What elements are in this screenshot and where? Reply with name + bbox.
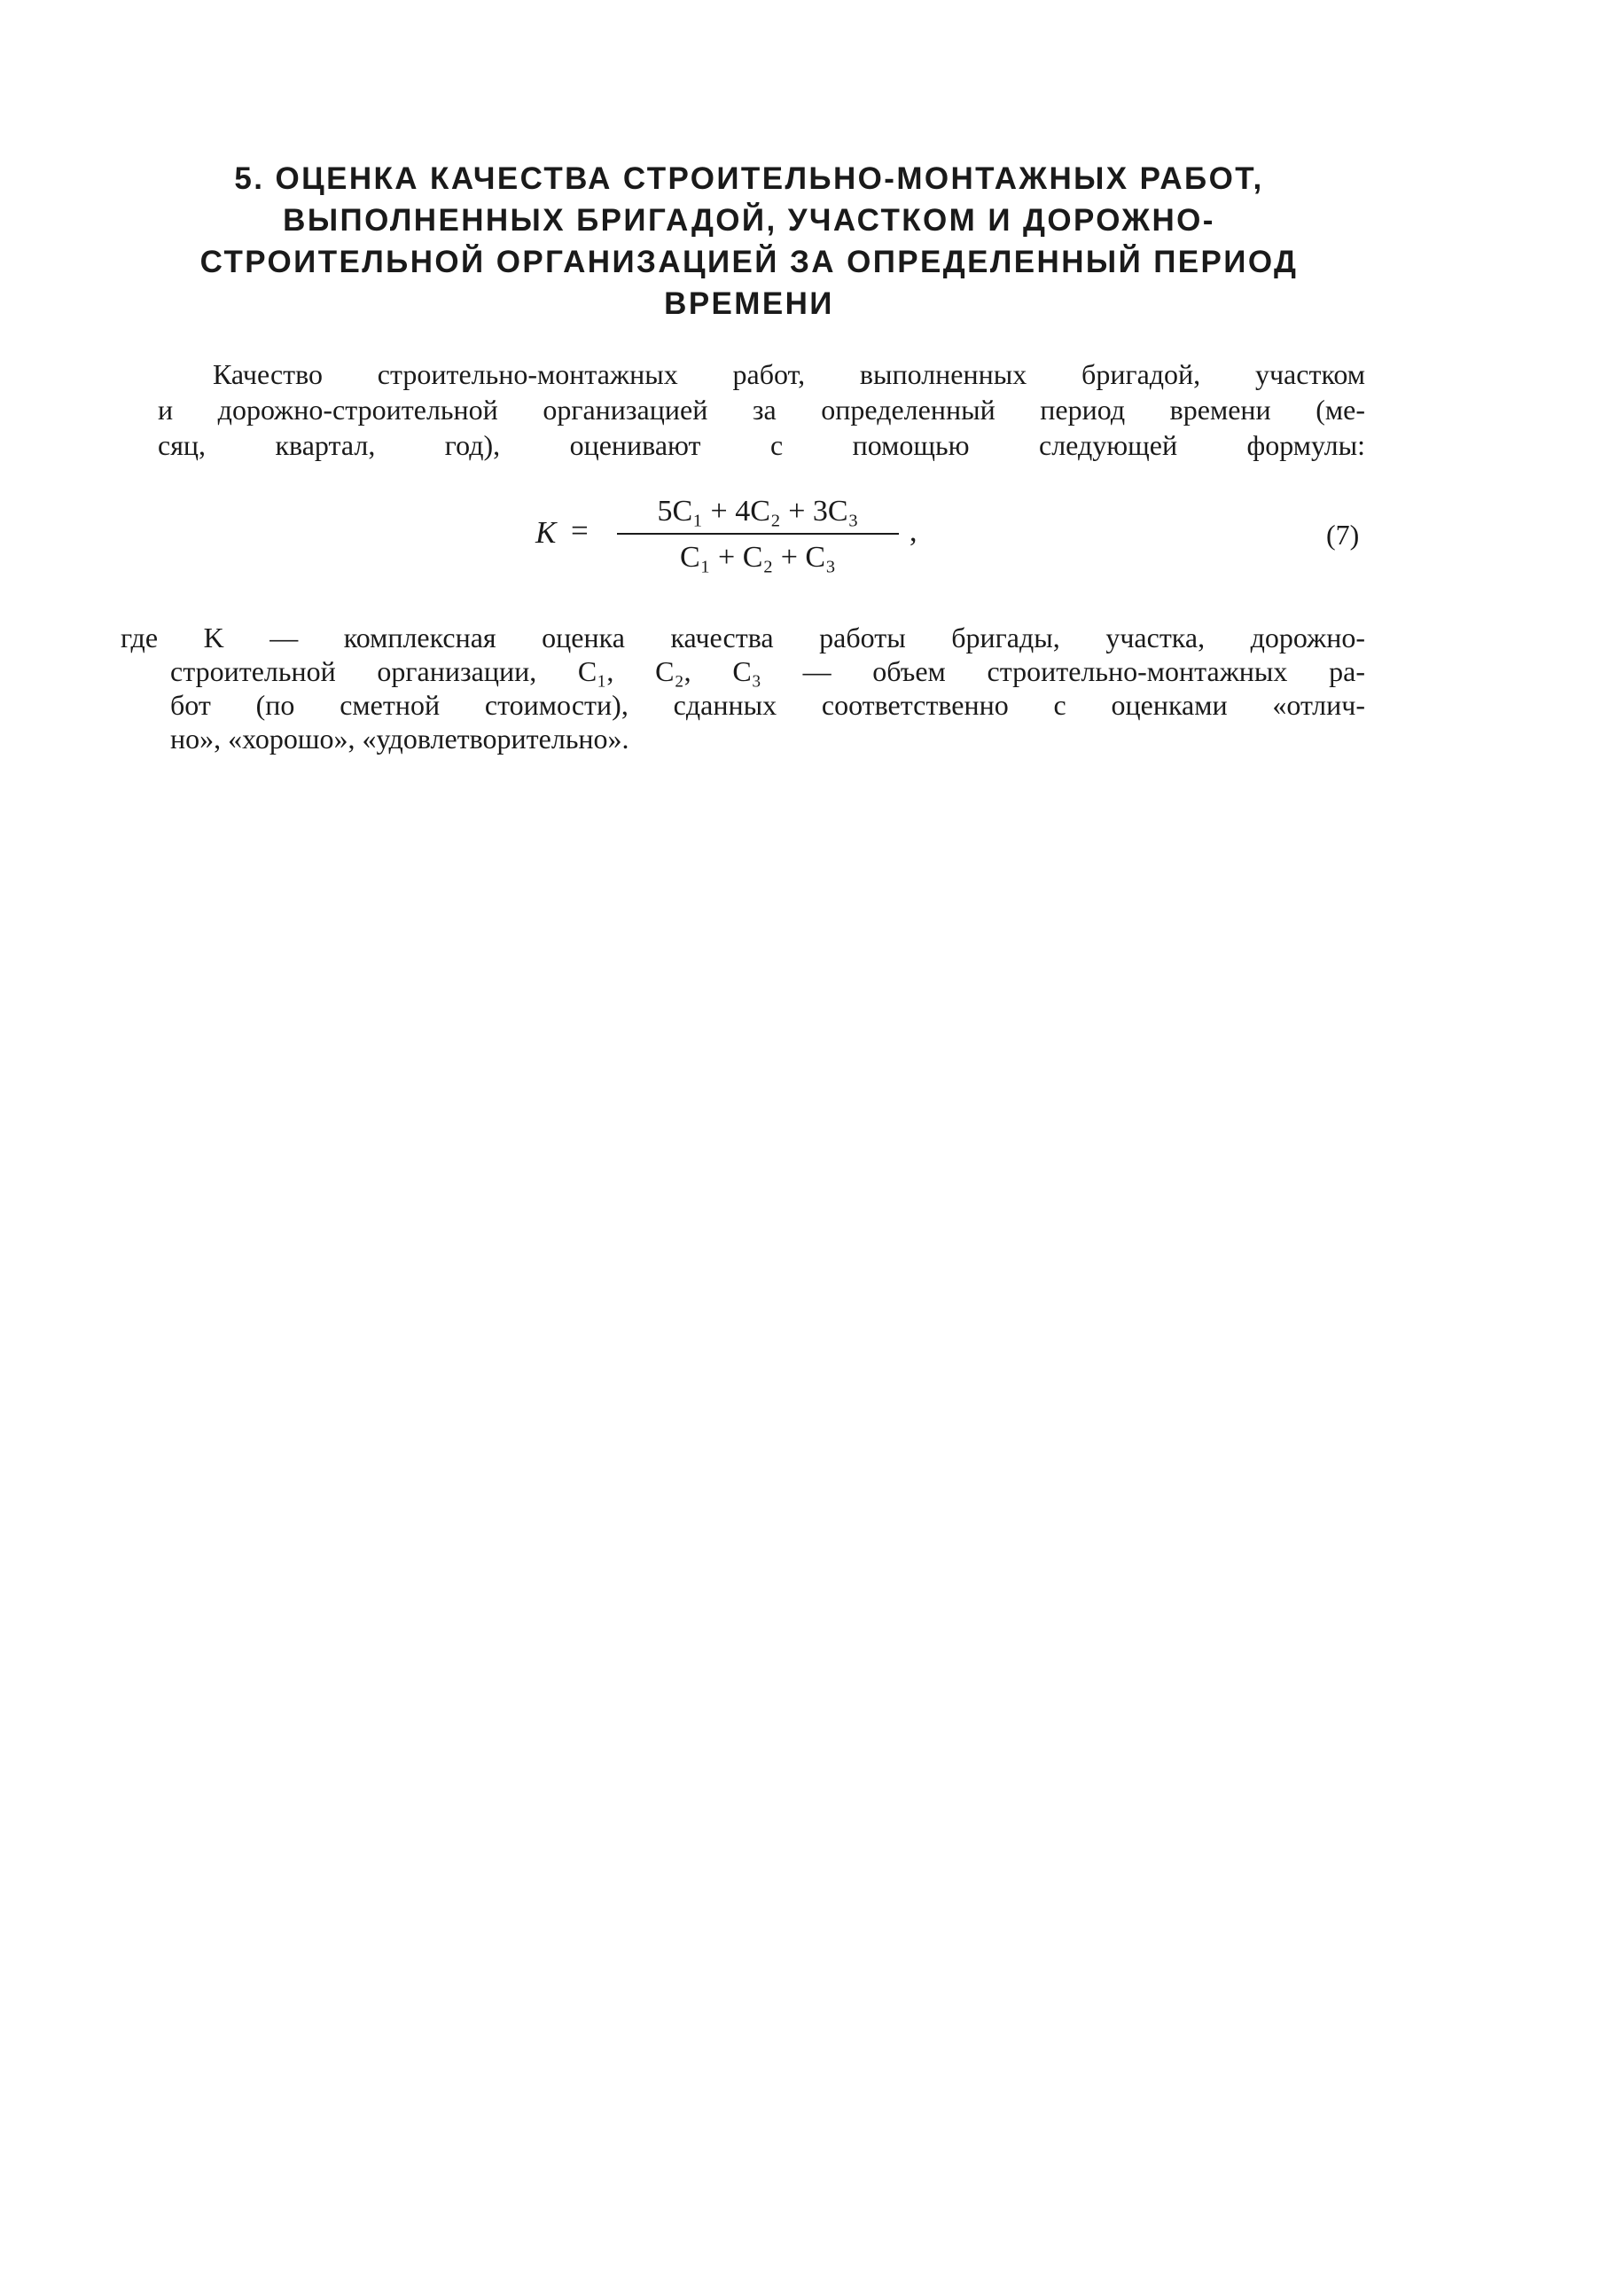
fraction-bar (617, 533, 899, 535)
heading-line: ВРЕМЕНИ (664, 286, 834, 321)
paragraph-line: сяц, квартал, год), оценивают с помощью следующей формулы: (158, 429, 1365, 461)
where-line: но», «хорошо», «удовлетворительно». (170, 723, 629, 755)
formula-lhs: K (535, 515, 557, 550)
formula-7 (0, 492, 1624, 581)
formula-equals: = (571, 513, 589, 548)
paragraph-line: Качество строительно-монтажных работ, выполненных бригадой, участком (213, 358, 1365, 390)
where-clause (121, 621, 1365, 755)
formula-trailing-comma: , (910, 515, 917, 548)
where-line: бот (по сметной стоимости), сданных соответственно с оценками «отлич- (170, 689, 1365, 721)
paragraph-line: и дорожно-строительной организацией за определенный период времени (ме- (158, 394, 1365, 426)
heading-line: ВЫПОЛНЕННЫХ БРИГАДОЙ, УЧАСТКОМ И ДОРОЖНО- (283, 203, 1215, 238)
section-heading (142, 158, 1356, 325)
intro-paragraph (158, 356, 1365, 463)
formula-fraction (613, 492, 902, 577)
heading-line: 5. ОЦЕНКА КАЧЕСТВА СТРОИТЕЛЬНО-МОНТАЖНЫХ РАБОТ, (234, 161, 1264, 196)
formula-denominator: C₁ + C₂ + C₃ (680, 541, 836, 574)
heading-line: СТРОИТЕЛЬНОЙ ОРГАНИЗАЦИЕЙ ЗА ОПРЕДЕЛЕННЫЙ ПЕРИОД (199, 245, 1299, 279)
where-line: где K — комплексная оценка качества работы бригады, участка, дорожно- (121, 622, 1365, 653)
where-line: строительной организации, C₁, C₂, C₃ — объем строительно-монтажных ра- (170, 655, 1365, 687)
formula-numerator: 5C₁ + 4C₂ + 3C₃ (657, 495, 859, 528)
formula-number: (7) (1326, 519, 1360, 551)
